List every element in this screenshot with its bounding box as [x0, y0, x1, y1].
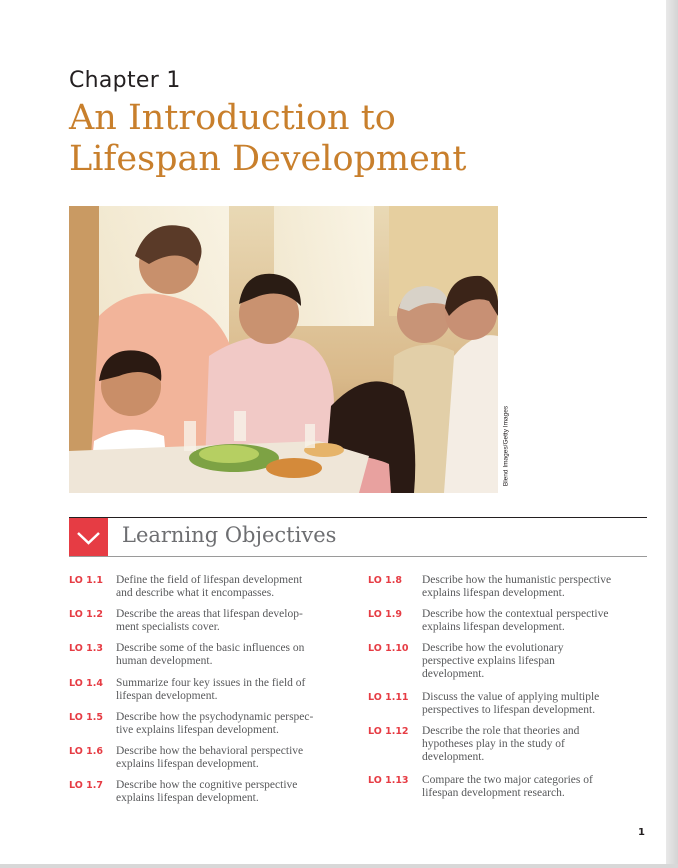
page-edge: [666, 0, 678, 868]
photo-credit-text: Blend Images/Getty Images: [502, 405, 510, 486]
objective-text: Describe how the cognitive perspective explains lifespan development.: [116, 779, 298, 804]
objective-code: LO 1.6: [69, 746, 103, 757]
objective-text: Describe the areas that lifespan develop- ment specialists cover.: [116, 608, 303, 633]
chapter-title: [69, 98, 549, 180]
objective-code: LO 1.8: [368, 575, 402, 586]
family-dinner-photo: [69, 206, 498, 493]
header-bottom-rule: [69, 556, 647, 557]
objective-code: LO 1.5: [69, 712, 103, 723]
chapter-title-line-2: Lifespan Development: [69, 139, 467, 179]
objective-text: Describe how the contextual perspective explains lifespan development.: [422, 608, 609, 633]
objective-code: LO 1.1: [69, 575, 103, 586]
objective-text: Define the field of lifespan development and describe what it encompasses.: [116, 574, 303, 599]
objective-text: Describe some of the basic influences on human development.: [116, 642, 305, 667]
objective-text: Describe the role that theories and hypotheses play in the study of development.: [422, 725, 580, 763]
objective-text: Describe how the humanistic perspective explains lifespan development.: [422, 574, 612, 599]
header-top-rule: [69, 517, 647, 518]
chevron-down-icon: [69, 518, 108, 557]
learning-objectives-heading: Learning Objectives: [122, 523, 337, 547]
objective-code: LO 1.10: [368, 643, 409, 654]
objective-text: Compare the two major categories of lifespan development research.: [422, 774, 593, 799]
objective-code: LO 1.3: [69, 643, 103, 654]
objective-code: LO 1.12: [368, 726, 409, 737]
learning-objectives-header: [69, 517, 647, 557]
objective-code: LO 1.9: [368, 609, 402, 620]
page-number: 1: [638, 827, 645, 838]
objective-code: LO 1.7: [69, 780, 103, 791]
objective-code: LO 1.11: [368, 692, 409, 703]
objective-text: Describe how the behavioral perspective explains lifespan development.: [116, 745, 304, 770]
page-bottom-edge: [0, 864, 678, 868]
chapter-title-line-1: An Introduction to: [69, 98, 396, 138]
objective-text: Summarize four key issues in the field of lifespan development.: [116, 677, 306, 702]
photo-credit: [499, 398, 513, 493]
objective-text: Describe how the psychodynamic perspec- tive explains lifespan development.: [116, 711, 314, 736]
chapter-label: Chapter 1: [69, 68, 181, 93]
objective-text: Discuss the value of applying multiple perspectives to lifespan development.: [422, 691, 600, 716]
objective-code: LO 1.13: [368, 775, 409, 786]
objective-text: Describe how the evolutionary perspective explains lifespan development.: [422, 642, 564, 680]
objective-code: LO 1.4: [69, 678, 103, 689]
objective-code: LO 1.2: [69, 609, 103, 620]
